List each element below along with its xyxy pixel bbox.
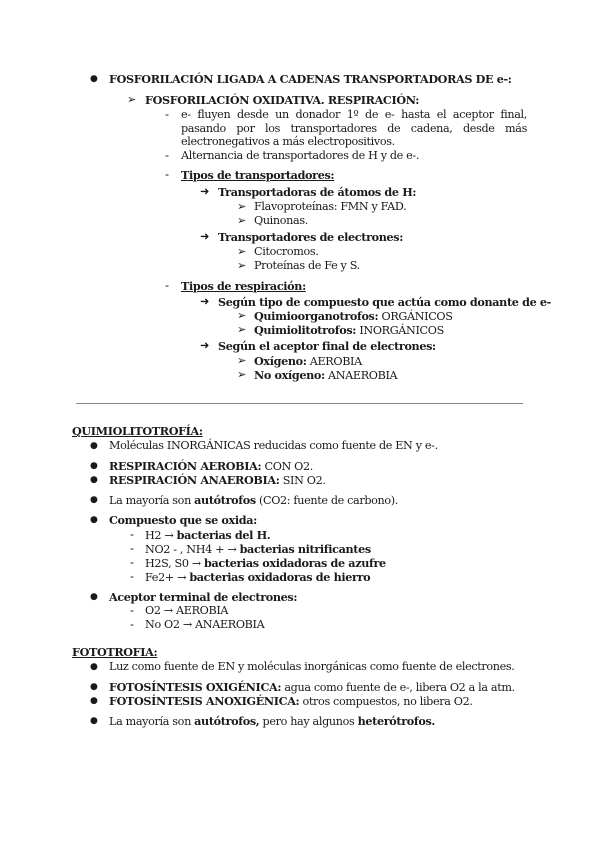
section-title-quimiolitotrofia: QUIMIOLITOTROFÍA:	[72, 424, 203, 438]
bullet-icon: ●	[90, 662, 98, 672]
dash-bullet-icon: -	[165, 149, 169, 162]
arrowhead-bullet-icon: ➢	[237, 200, 247, 213]
arrowhead-bullet-icon: ➢	[237, 214, 247, 227]
bullet-icon: ●	[90, 592, 98, 602]
dash-bullet-icon: -	[165, 279, 169, 292]
bullet-icon: ●	[90, 475, 98, 485]
dash-bullet-icon: -	[165, 108, 169, 121]
arrowhead-bullet-icon: ➢	[237, 368, 247, 381]
subtitle-tipos-transportadores: Tipos de transportadores:	[181, 168, 335, 182]
item-transportadores-e: Transportadores de electrones:	[218, 230, 404, 244]
arrowhead-bullet-icon: ➢	[237, 259, 247, 272]
paragraph-flujo: e- fluyen desde un donador 1º de e- hasta el aceptor final, pasando por los transportadores de cadena, desde más electronegativos a más electropositivos.	[181, 108, 527, 148]
item-no-o2-anaerobia: No O2 → ANAEROBIA	[145, 618, 265, 631]
item-oxigeno: Oxígeno: AEROBIA	[254, 354, 362, 368]
paragraph-alternancia: Alternancia de transportadores de H y de e-.	[181, 149, 420, 162]
arrowhead-bullet-icon: ➢	[237, 309, 247, 322]
dash-bullet-icon: -	[130, 604, 134, 617]
sub-heading-oxidativa: FOSFORILACIÓN OXIDATIVA. RESPIRACIÓN:	[145, 93, 420, 107]
item-h2: H2 → bacterias del H.	[145, 528, 271, 542]
bullet-icon: ●	[90, 461, 98, 471]
bullet-icon: ●	[90, 495, 98, 505]
bullet-icon: ●	[90, 441, 98, 451]
dash-bullet-icon: -	[130, 570, 134, 583]
dash-bullet-icon: -	[130, 542, 134, 555]
item-quimiolitotrofos: Quimiolitotrofos: INORGÁNICOS	[254, 323, 444, 337]
bullet-icon: ●	[90, 716, 98, 726]
item-quinonas: Quinonas.	[254, 214, 308, 227]
item-fotosintesis-anoxigenica: FOTOSÍNTESIS ANOXIGÉNICA: otros compuestos, no libera O2.	[109, 694, 473, 708]
item-moleculas-inorganicas: Moléculas INORGÁNICAS reducidas como fuente de EN y e-.	[109, 439, 438, 452]
item-fe2: Fe2+ → bacterias oxidadoras de hierro	[145, 570, 371, 584]
item-respiracion-aerobia: RESPIRACIÓN AEROBIA: CON O2.	[109, 459, 313, 473]
subtitle-tipos-respiracion: Tipos de respiración:	[181, 279, 306, 293]
dash-bullet-icon: -	[130, 556, 134, 569]
item-quimioorganotrofos: Quimioorganotrofos: ORGÁNICOS	[254, 309, 453, 323]
section-title-fototrofia: FOTOTROFIA:	[72, 645, 158, 659]
item-no-oxigeno: No oxígeno: ANAEROBIA	[254, 368, 398, 382]
item-respiracion-anaerobia: RESPIRACIÓN ANAEROBIA: SIN O2.	[109, 473, 326, 487]
item-segun-aceptor: Según el aceptor final de electrones:	[218, 339, 436, 353]
item-fotosintesis-oxigenica: FOTOSÍNTESIS OXIGÉNICA: agua como fuente de e-, libera O2 a la atm.	[109, 680, 515, 694]
dash-bullet-icon: -	[130, 528, 134, 541]
item-proteinas-fes: Proteínas de Fe y S.	[254, 259, 360, 272]
bullet-icon: ●	[90, 515, 98, 525]
arrowhead-bullet-icon: ➢	[127, 93, 137, 106]
dash-bullet-icon: -	[165, 168, 169, 181]
item-transportadoras-h: Transportadoras de átomos de H:	[218, 185, 417, 199]
item-luz-fuente: Luz como fuente de EN y moléculas inorgánicas como fuente de electrones.	[109, 660, 515, 673]
dash-bullet-icon: -	[130, 618, 134, 631]
arrowhead-bullet-icon: ➢	[237, 245, 247, 258]
item-citocromos: Citocromos.	[254, 245, 319, 258]
section-heading-fosforilacion: FOSFORILACIÓN LIGADA A CADENAS TRANSPORTADORAS DE e-:	[109, 72, 512, 86]
arrow-bullet-icon: ➜	[200, 339, 210, 352]
arrow-bullet-icon: ➜	[200, 295, 210, 308]
item-no2-nh4: NO2 - , NH4 + → bacterias nitrificantes	[145, 542, 371, 556]
bullet-icon: ●	[90, 74, 98, 84]
item-compuesto-oxida: Compuesto que se oxida:	[109, 513, 257, 527]
arrow-bullet-icon: ➜	[200, 185, 210, 198]
bullet-icon: ●	[90, 696, 98, 706]
item-segun-tipo: Según tipo de compuesto que actúa como donante de e-	[218, 295, 551, 309]
item-mayoria-autotrofos-heterotrofos: La mayoría son autótrofos, pero hay algunos heterótrofos.	[109, 714, 435, 728]
arrowhead-bullet-icon: ➢	[237, 354, 247, 367]
item-flavoproteinas: Flavoproteínas: FMN y FAD.	[254, 200, 407, 213]
item-mayoria-autotrofos: La mayoría son autótrofos (CO2: fuente de carbono).	[109, 493, 398, 507]
arrowhead-bullet-icon: ➢	[237, 323, 247, 336]
item-aceptor-terminal: Aceptor terminal de electrones:	[109, 590, 298, 604]
item-o2-aerobia: O2 → AEROBIA	[145, 604, 229, 617]
item-h2s-s0: H2S, S0 → bacterias oxidadoras de azufre	[145, 556, 386, 570]
arrow-bullet-icon: ➜	[200, 230, 210, 243]
bullet-icon: ●	[90, 682, 98, 692]
horizontal-divider	[76, 403, 523, 404]
